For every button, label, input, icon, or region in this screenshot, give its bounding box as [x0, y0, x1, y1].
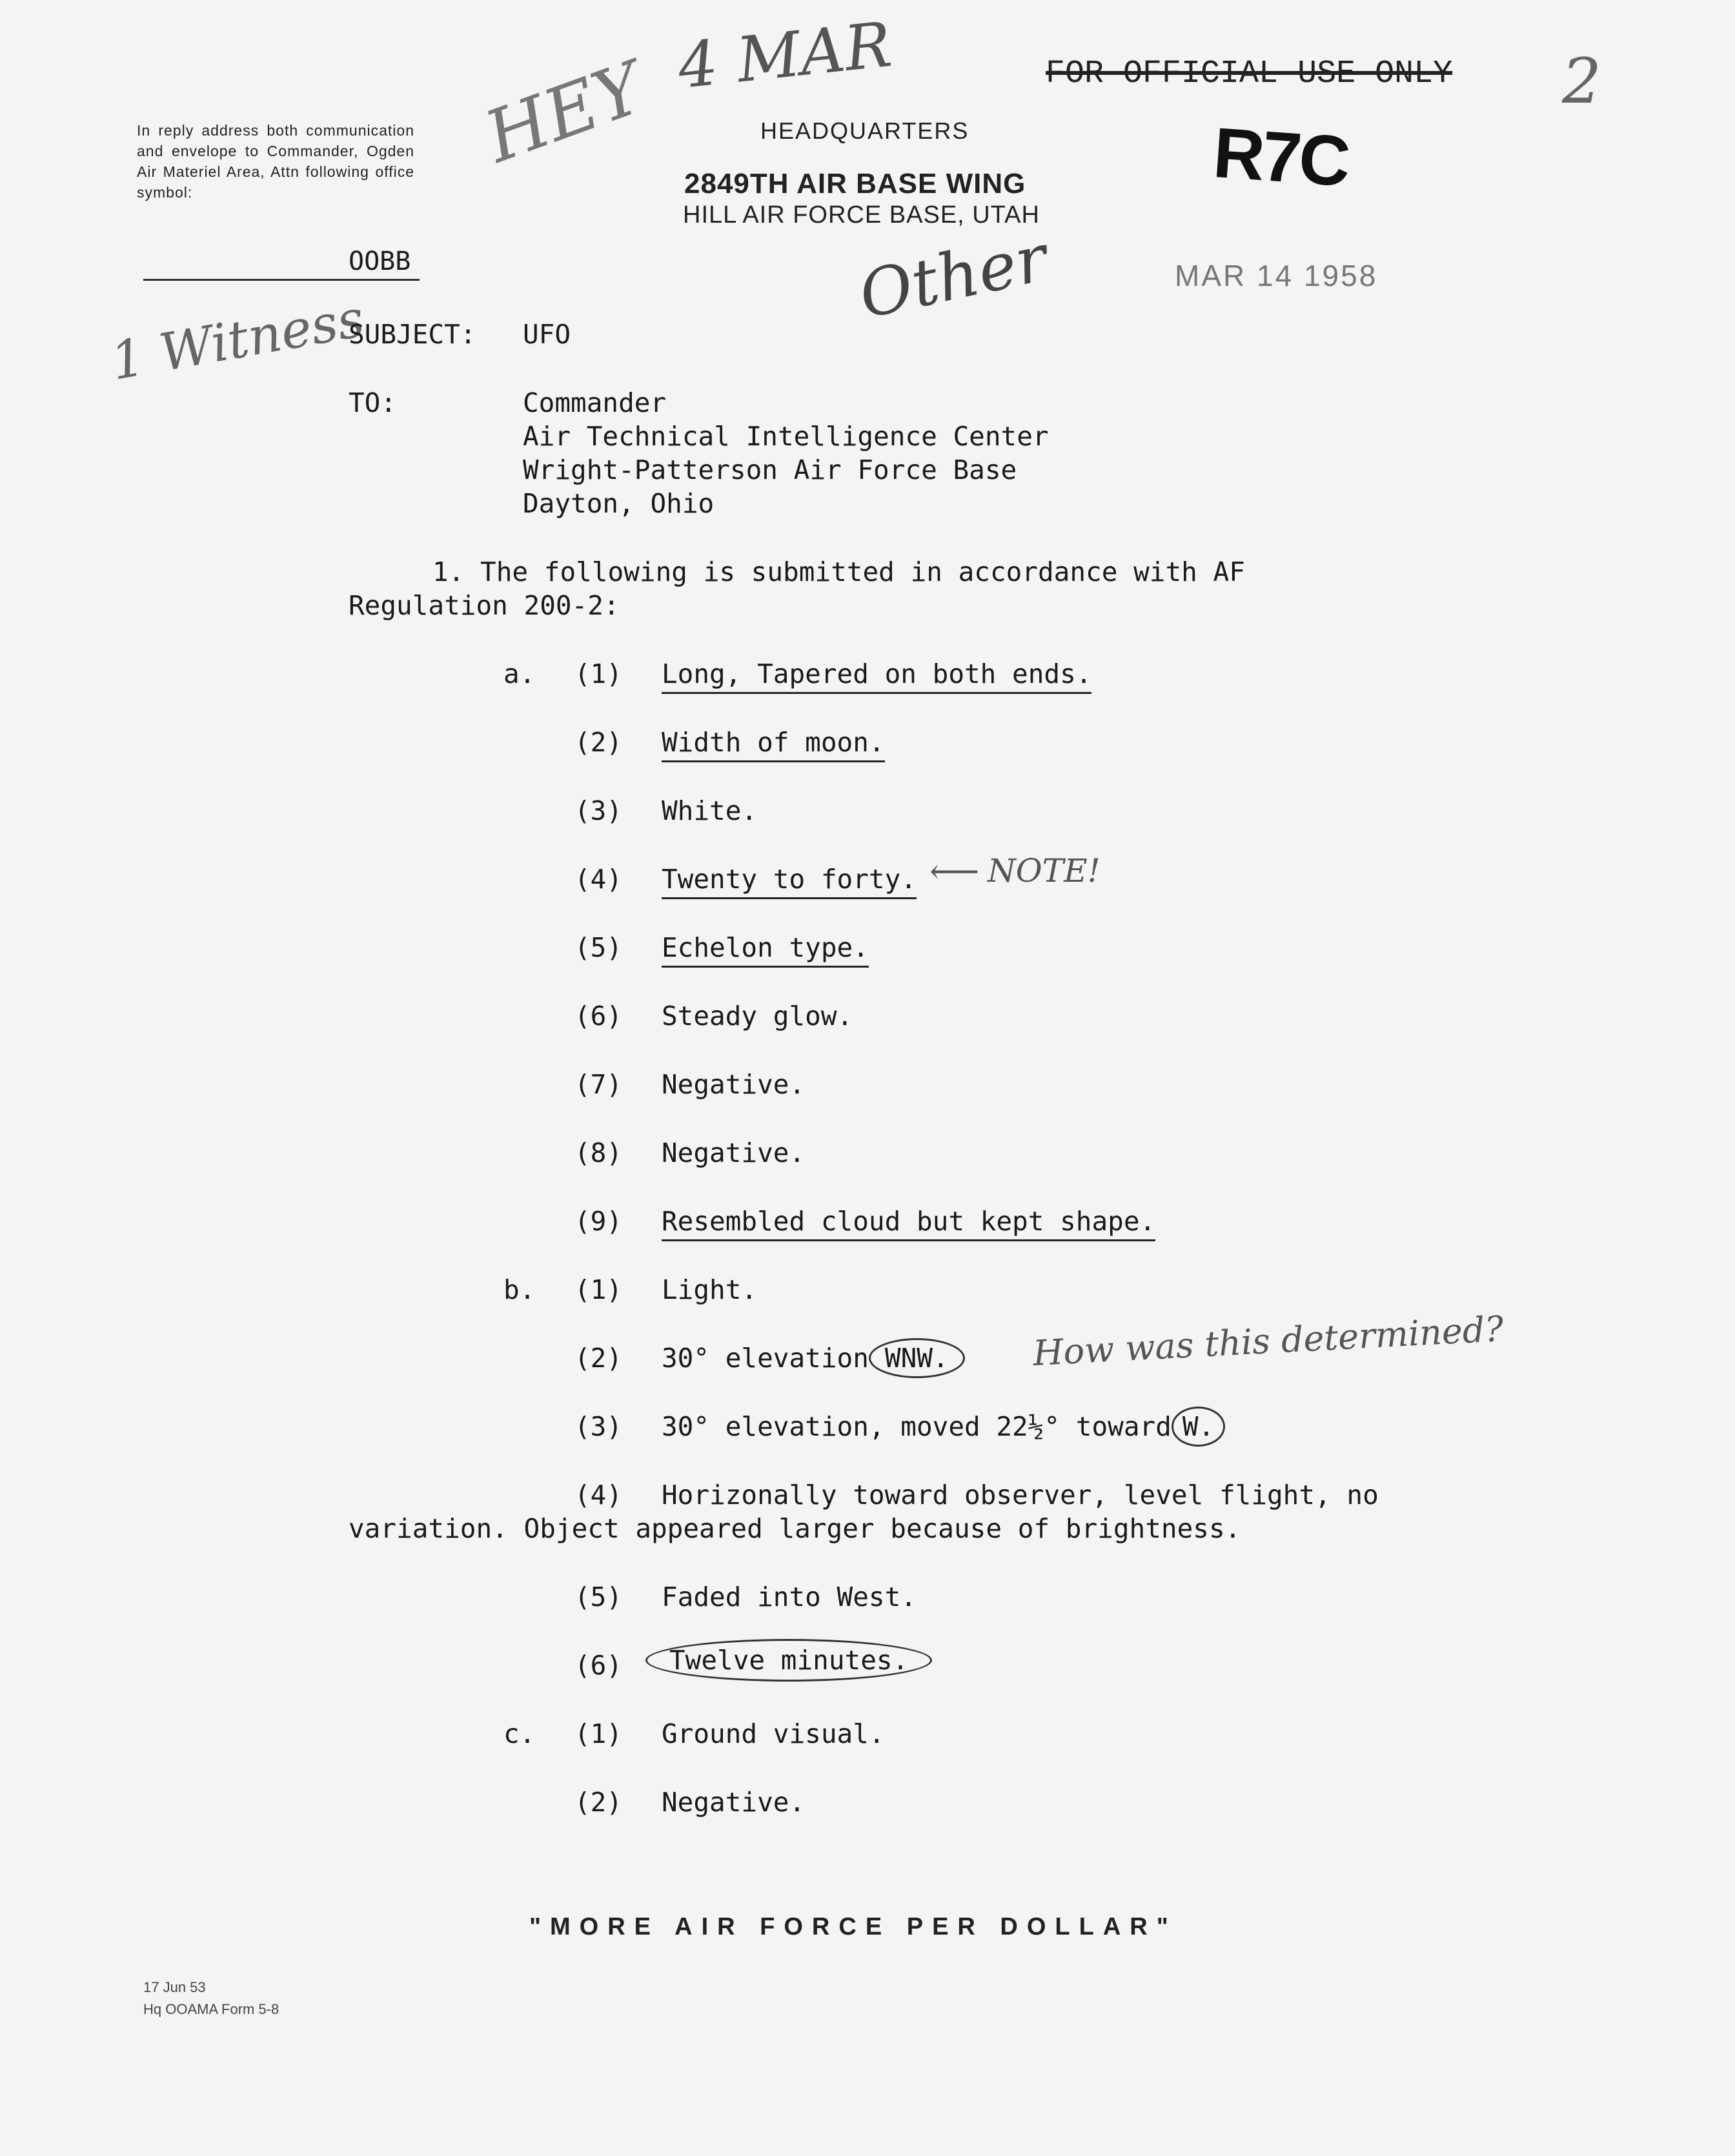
handwritten-question: How was this determined?	[1031, 1308, 1505, 1374]
handwritten-note-arrow: ⟵	[929, 851, 980, 891]
item-b2: 30° elevation	[662, 1343, 869, 1374]
item-number: (5)	[574, 1581, 623, 1612]
received-date-stamp: MAR 14 1958	[1175, 259, 1378, 292]
item-number: (1)	[574, 658, 623, 689]
item-a4: Twenty to forty.	[662, 864, 917, 899]
reply-address-note: In reply address both communication and envelope to Commander, Ogden Air Materiel Area, Attn following office symbol:	[137, 122, 414, 201]
section-a-label: a.	[503, 658, 536, 689]
addressee-line: Air Technical Intelligence Center	[523, 421, 1049, 452]
stamp-code: R7C	[1210, 112, 1351, 202]
item-a5: Echelon type.	[662, 932, 869, 968]
item-number: (6)	[574, 1650, 623, 1681]
handwritten-witness: 1 Witness	[106, 288, 369, 392]
item-b6: Twelve minutes.	[645, 1639, 932, 1682]
item-c1: Ground visual.	[662, 1718, 885, 1749]
direction-circled: W.	[1172, 1407, 1225, 1447]
direction-circled: WNW.	[869, 1338, 965, 1378]
footer-slogan: "MORE AIR FORCE PER DOLLAR"	[529, 1913, 1177, 1940]
item-number: (3)	[574, 1411, 623, 1442]
item-number: (5)	[574, 932, 623, 963]
item-c2: Negative.	[662, 1787, 806, 1818]
item-number: (4)	[574, 1480, 623, 1510]
item-number: (7)	[574, 1069, 623, 1100]
item-b5: Faded into West.	[662, 1581, 917, 1612]
section-c-label: c.	[503, 1718, 536, 1749]
item-a7: Negative.	[662, 1069, 806, 1100]
addressee-line: Dayton, Ohio	[523, 488, 715, 519]
paragraph-1-line-1: 1. The following is submitted in accordance with AF	[432, 556, 1245, 587]
item-b4-line-1: Horizonally toward observer, level flight, no	[662, 1480, 1379, 1510]
to-label: TO:	[349, 387, 397, 418]
form-id: Hq OOAMA Form 5-8	[143, 2001, 279, 2017]
item-b3: 30° elevation, moved 22½° toward	[662, 1411, 1172, 1442]
item-number: (6)	[574, 1001, 623, 1032]
item-number: (9)	[574, 1206, 623, 1237]
item-number: (1)	[574, 1274, 623, 1305]
item-number: (2)	[574, 727, 623, 758]
item-number: (1)	[574, 1718, 623, 1749]
handwritten-number: 2	[1562, 45, 1602, 117]
item-a6: Steady glow.	[662, 1001, 853, 1032]
office-symbol: OOBB	[349, 247, 411, 276]
subject-value: UFO	[523, 319, 571, 350]
item-number: (4)	[574, 864, 623, 895]
base-name: HILL AIR FORCE BASE, UTAH	[683, 201, 1040, 229]
form-date: 17 Jun 53	[143, 1979, 206, 1995]
item-number: (2)	[574, 1787, 623, 1818]
subject-label: SUBJECT:	[349, 319, 476, 350]
item-a1: Long, Tapered on both ends.	[662, 658, 1091, 694]
addressee-line: Wright-Patterson Air Force Base	[523, 454, 1017, 485]
item-b4-line-2: variation. Object appeared larger because of brightness.	[349, 1513, 1241, 1544]
office-symbol-rule	[143, 279, 420, 281]
item-number: (3)	[574, 795, 623, 826]
handwritten-date: 4 MAR	[675, 8, 895, 103]
classification-struck: FOR OFFICIAL USE ONLY	[1046, 56, 1453, 92]
item-a3: White.	[662, 795, 758, 826]
item-a2: Width of moon.	[662, 727, 885, 762]
item-a8: Negative.	[662, 1137, 806, 1168]
item-number: (8)	[574, 1137, 623, 1168]
headquarters-heading: HEADQUARTERS	[760, 117, 969, 144]
handwritten-note: NOTE!	[988, 852, 1101, 890]
item-a9: Resembled cloud but kept shape.	[662, 1206, 1155, 1241]
section-b-label: b.	[503, 1274, 536, 1305]
handwritten-initials: HEY	[474, 46, 654, 179]
item-b1: Light.	[662, 1274, 758, 1305]
handwritten-other: Other	[853, 219, 1054, 334]
paragraph-1-line-2: Regulation 200-2:	[349, 590, 620, 621]
item-number: (2)	[574, 1343, 623, 1374]
wing-name: 2849TH AIR BASE WING	[684, 168, 1026, 199]
addressee-line: Commander	[523, 387, 667, 418]
